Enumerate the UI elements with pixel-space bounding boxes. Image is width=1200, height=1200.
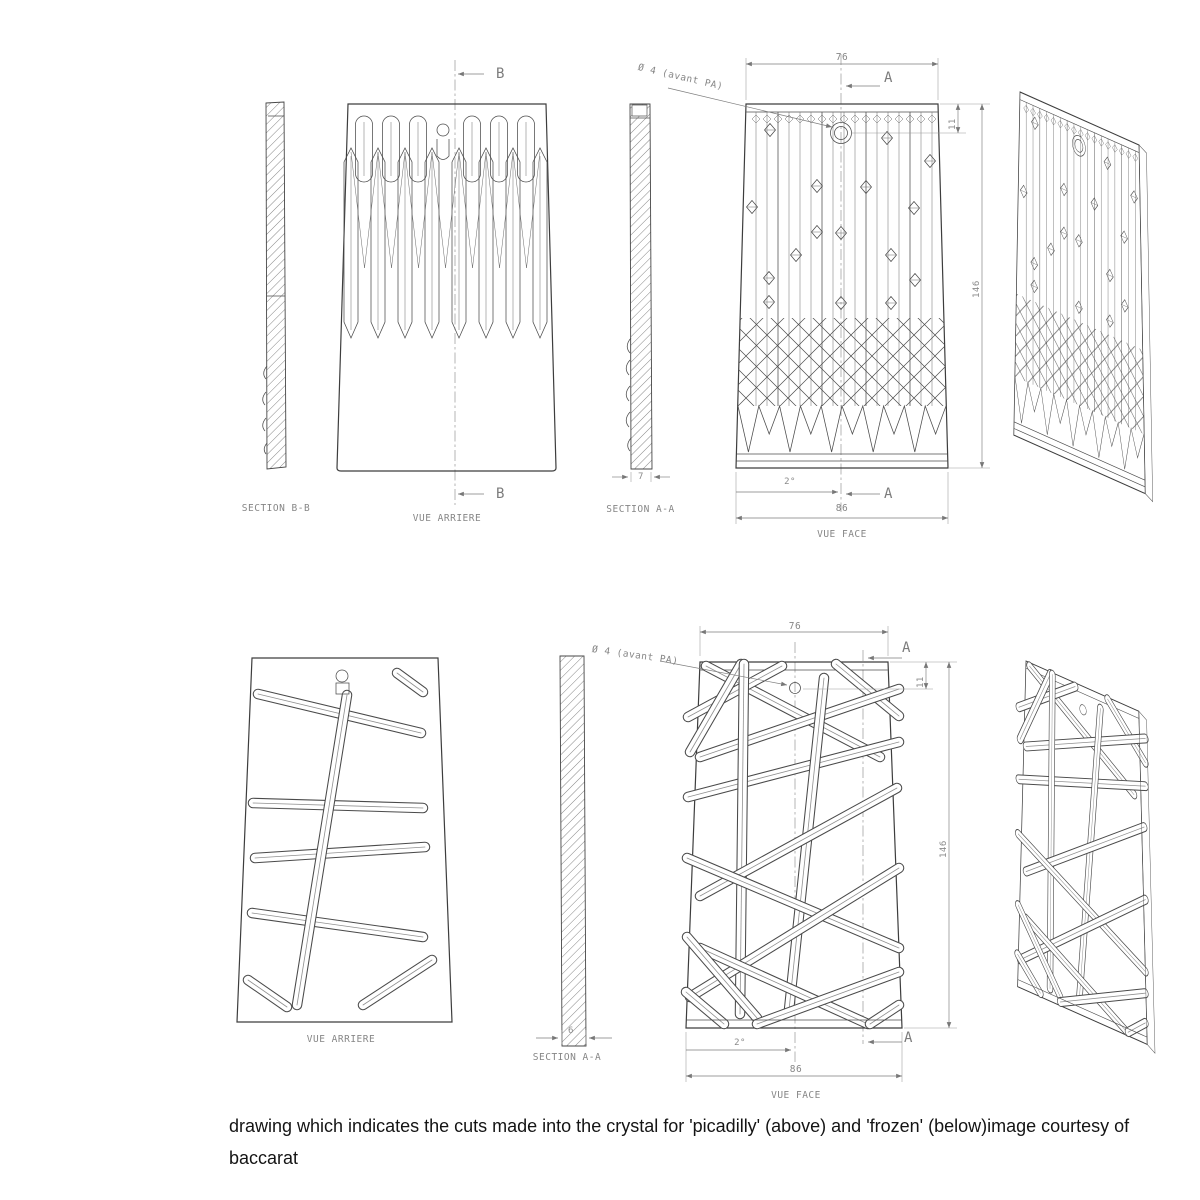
picadilly-section-marker-b-bottom: B [496, 486, 505, 502]
picadilly-thickness-dim: 7 [638, 472, 644, 482]
frozen-top-width-dim: 76 [788, 621, 802, 632]
frozen-draft-angle-dim: 2° [734, 1038, 746, 1048]
frozen-section-aa-drawing [536, 656, 612, 1046]
picadilly-rear-view-label: VUE ARRIERE [412, 513, 482, 524]
picadilly-section-bb-drawing [263, 102, 286, 469]
frozen-section-marker-a-top: A [902, 640, 911, 656]
picadilly-rear-view-drawing [337, 60, 556, 505]
picadilly-section-bb-label: SECTION B-B [241, 503, 311, 514]
picadilly-section-aa-label: SECTION A-A [606, 504, 675, 515]
picadilly-top-width-dim: 76 [835, 52, 849, 63]
frozen-thickness-dim: 6 [568, 1026, 574, 1036]
frozen-isometric-drawing [1018, 657, 1155, 1053]
picadilly-section-marker-a-bottom: A [884, 486, 893, 502]
frozen-section-aa-label: SECTION A-A [532, 1052, 602, 1063]
frozen-height-dim: 146 [939, 840, 949, 858]
picadilly-bottom-width-dim: 86 [835, 503, 849, 514]
picadilly-section-marker-b-top: B [496, 66, 505, 82]
frozen-rear-view-label: VUE ARRIERE [306, 1034, 376, 1045]
frozen-face-view-label: VUE FACE [771, 1090, 821, 1101]
picadilly-height-dim: 146 [972, 280, 982, 298]
picadilly-hole-offset-dim: 11 [948, 118, 958, 130]
frozen-section-marker-a-bottom: A [904, 1030, 913, 1046]
picadilly-face-view-label: VUE FACE [817, 529, 867, 540]
frozen-bottom-width-dim: 86 [789, 1064, 803, 1075]
frozen-rear-view-drawing [237, 658, 452, 1022]
image-caption: drawing which indicates the cuts made into the crystal for 'picadilly' (above) and 'frozen' (below)image courtesy of baccarat [229, 1116, 1130, 1169]
picadilly-hole-note: Ø 4 (avant PA) [636, 62, 725, 93]
picadilly-face-view-drawing [668, 54, 990, 524]
picadilly-draft-angle-dim: 2° [784, 477, 796, 487]
picadilly-section-marker-a-top: A [884, 70, 893, 86]
frozen-hole-offset-dim: 11 [916, 676, 926, 688]
frozen-hole-note: Ø 4 (avant PA) [591, 644, 679, 668]
picadilly-section-aa-drawing [612, 104, 670, 482]
picadilly-isometric-drawing [1014, 89, 1153, 501]
frozen-face-view-drawing [660, 626, 957, 1082]
